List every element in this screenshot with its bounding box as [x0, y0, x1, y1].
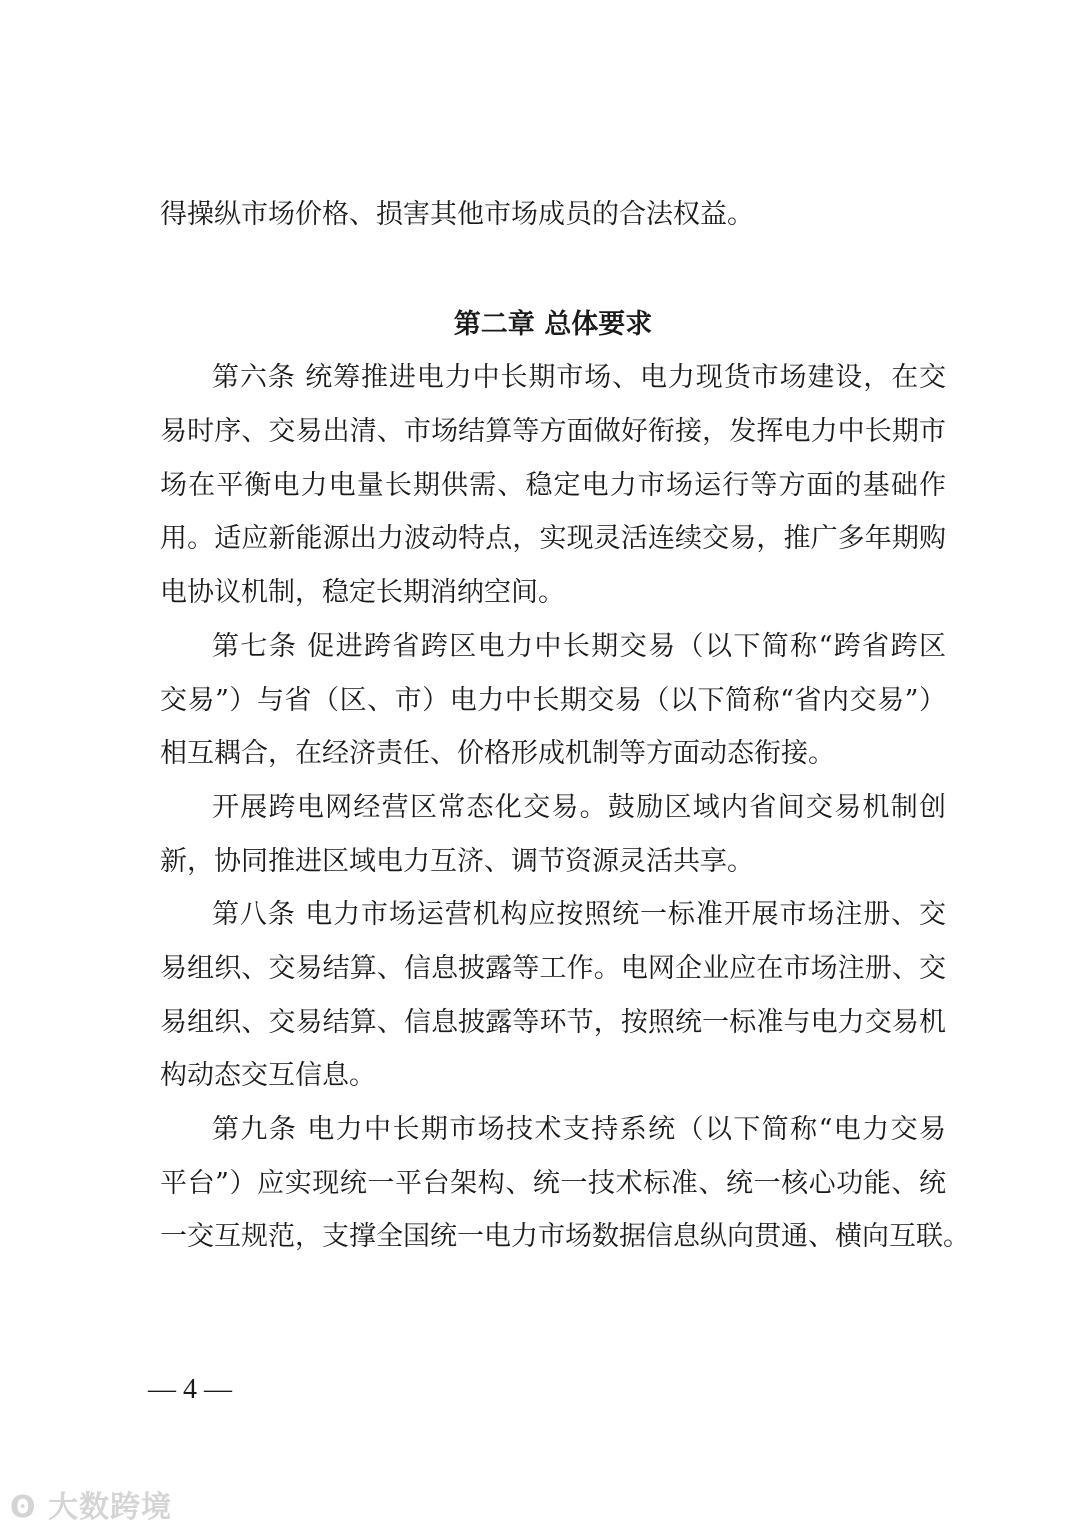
page-number: — 4 — [148, 1374, 232, 1405]
document-body [160, 188, 970, 1264]
article-label: 第六条 [212, 362, 296, 394]
text-line: 电协议机制，稳定长期消纳空间。 [160, 577, 565, 609]
article-text: 电力市场运营机构应按照统一标准开展市场注册、交 [305, 899, 946, 931]
chapter-heading: 第二章 总体要求 [453, 308, 653, 340]
article-6-line [160, 351, 946, 405]
text-line: 交易”）与省（区、市）电力中长期交易（以下简称“省内交易”） [160, 684, 946, 716]
article-label: 第七条 [212, 630, 298, 662]
text-line: 易组织、交易结算、信息披露等环节，按照统一标准与电力交易机 [160, 1006, 946, 1038]
text-line: 易组织、交易结算、信息披露等工作。电网企业应在市场注册、交 [160, 952, 946, 984]
article-label: 第九条 [212, 1114, 298, 1145]
text-line: 易时序、交易出清、市场结算等方面做好衔接，发挥电力中长期市 [160, 416, 946, 448]
article-text: 电力中长期市场技术支持系统（以下简称“电力交易 [307, 1114, 947, 1145]
article-8-line [160, 888, 946, 942]
watermark-icon: ʘ [10, 1490, 37, 1525]
text-line: 场在平衡电力电量长期供需、稳定电力市场运行等方面的基础作 [160, 469, 946, 501]
article-text: 促进跨省跨区电力中长期交易（以下简称“跨省跨区 [307, 630, 947, 662]
text-line: 平台”）应实现统一平台架构、统一技术标准、统一核心功能、统 [160, 1167, 946, 1199]
text-line: 得操纵市场价格、损害其他市场成员的合法权益。 [160, 199, 754, 230]
article-7-line [160, 620, 946, 674]
text-line: 构动态交互信息。 [160, 1060, 376, 1092]
article-9-line [160, 1103, 946, 1157]
text-line: 新，协同推进区域电力互济、调节资源灵活共享。 [160, 845, 754, 877]
article-text: 统筹推进电力中长期市场、电力现货市场建设，在交 [305, 362, 946, 394]
text-line: 相互耦合，在经济责任、价格形成机制等方面动态衔接。 [160, 738, 835, 770]
text-line: 一交互规范，支撑全国统一电力市场数据信息纵向贯通、横向互联。 [160, 1221, 970, 1253]
watermark-logo [10, 1482, 172, 1526]
text-line: 用。适应新能源出力波动特点，实现灵活连续交易，推广多年期购 [160, 523, 946, 555]
article-label: 第八条 [212, 899, 296, 931]
text-line: 开展跨电网经营区常态化交易。鼓励区域内省间交易机制创 [212, 791, 946, 823]
watermark-text: 大数跨境 [47, 1490, 172, 1525]
